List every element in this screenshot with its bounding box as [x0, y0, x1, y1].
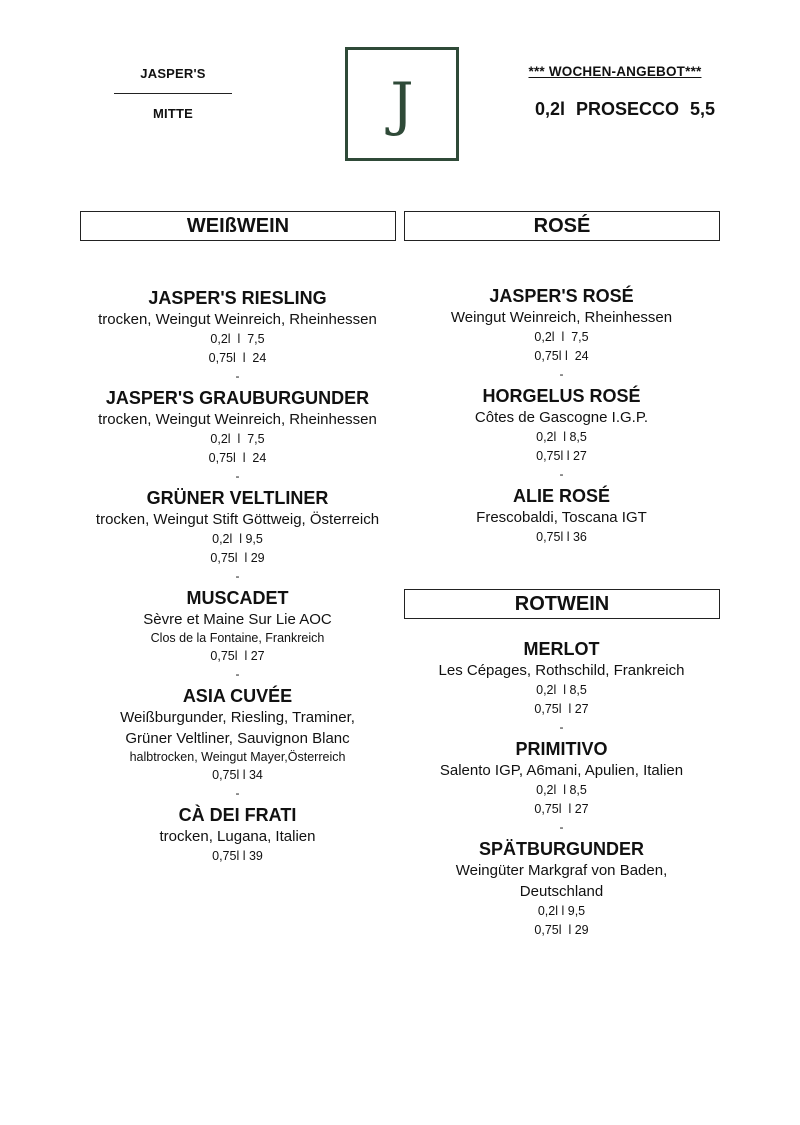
- wine-price: 0,2l l 7,5: [210, 432, 265, 446]
- separator: -: [559, 820, 564, 834]
- wine-item: [404, 285, 719, 366]
- wine-item: [80, 287, 395, 368]
- wine-price: 0,2l l 7,5: [210, 332, 265, 346]
- wine-description: trocken, Lugana, Italien: [159, 828, 316, 845]
- wine-price: 0,75l l 24: [208, 351, 267, 365]
- restaurant-name: JASPER'S: [140, 66, 206, 81]
- wine-name: HORGELUS ROSÉ: [482, 386, 641, 406]
- separator: -: [235, 369, 240, 383]
- wine-description: Weingut Weinreich, Rheinhessen: [450, 309, 673, 326]
- offer-title: *** WOCHEN-ANGEBOT***: [528, 64, 702, 79]
- rose-wine-list: [404, 285, 719, 547]
- red-wine-list: [404, 638, 719, 940]
- wine-item: [80, 685, 395, 785]
- wine-price: 0,75l l 24: [208, 451, 267, 465]
- wine-price: 0,2l l 7,5: [534, 330, 589, 344]
- wine-description: trocken, Weingut Weinreich, Rheinhessen: [98, 311, 377, 328]
- wine-origin: halbtrocken, Weingut Mayer,Österreich: [129, 750, 346, 764]
- offer-text: 0,2l PROSECCO 5,5: [534, 99, 716, 119]
- wine-price: 0,2l l 9,5: [537, 904, 586, 918]
- wine-item: [404, 738, 719, 819]
- separator: -: [235, 786, 240, 800]
- wine-price: 0,75l l 27: [210, 649, 265, 663]
- wine-price: 0,75l l 27: [534, 802, 589, 816]
- restaurant-location: MITTE: [153, 106, 193, 121]
- separator: -: [559, 720, 564, 734]
- wine-price: 0,75l l 36: [536, 530, 587, 544]
- wine-description: Weingüter Markgraf von Baden,: [455, 862, 668, 879]
- wine-item: [80, 487, 395, 568]
- separator: -: [235, 667, 240, 681]
- wine-price: 0,75l l 29: [534, 923, 589, 937]
- wine-name: MUSCADET: [186, 588, 289, 608]
- wine-item: [80, 804, 395, 866]
- separator: -: [235, 469, 240, 483]
- divider-line: [114, 93, 232, 94]
- wine-description: Sèvre et Maine Sur Lie AOC: [143, 611, 332, 628]
- wine-item: [80, 387, 395, 468]
- wine-name: MERLOT: [523, 639, 600, 659]
- section-header-white-wine: WEIßWEIN: [80, 211, 396, 241]
- wine-name: JASPER'S GRAUBURGUNDER: [105, 388, 370, 408]
- wine-price: 0,2l l 8,5: [536, 683, 587, 697]
- wine-description: trocken, Weingut Weinreich, Rheinhessen: [98, 411, 377, 428]
- weekly-offer: [490, 64, 740, 120]
- wine-price: 0,2l l 9,5: [212, 532, 263, 546]
- wine-price: 0,75l l 34: [212, 768, 263, 782]
- wine-description: Les Cépages, Rothschild, Frankreich: [438, 662, 685, 679]
- separator: -: [559, 367, 564, 381]
- wine-name: JASPER'S RIESLING: [148, 288, 327, 308]
- wine-description: Côtes de Gascogne I.G.P.: [474, 409, 649, 426]
- section-header-red-wine: ROTWEIN: [404, 589, 720, 619]
- wine-description: Salento IGP, A6mani, Apulien, Italien: [439, 762, 684, 779]
- restaurant-name-block: [110, 66, 236, 121]
- wine-name: GRÜNER VELTLINER: [146, 488, 329, 508]
- wine-price: 0,75l l 24: [534, 349, 589, 363]
- wine-price: 0,75l l 39: [212, 849, 263, 863]
- wine-description: trocken, Weingut Stift Göttweig, Österreich: [95, 511, 380, 528]
- wine-price: 0,2l l 8,5: [536, 783, 587, 797]
- logo-letter: J: [390, 70, 414, 138]
- wine-description: Frescobaldi, Toscana IGT: [476, 509, 647, 526]
- wine-item: [404, 638, 719, 719]
- wine-description: Grüner Veltliner, Sauvignon Blanc: [125, 730, 350, 747]
- wine-item: [404, 485, 719, 547]
- wine-name: SPÄTBURGUNDER: [478, 839, 644, 859]
- wine-price: 0,75l l 29: [210, 551, 265, 565]
- wine-price: 0,2l l 8,5: [536, 430, 587, 444]
- wine-description: Weißburgunder, Riesling, Traminer,: [120, 709, 355, 726]
- section-header-rose: ROSÉ: [404, 211, 720, 241]
- wine-name: ALIE ROSÉ: [512, 486, 610, 506]
- wine-name: JASPER'S ROSÉ: [489, 286, 634, 306]
- wine-item: [404, 838, 719, 940]
- white-wine-list: [80, 287, 395, 866]
- wine-price: 0,75l l 27: [536, 449, 587, 463]
- wine-name: CÀ DEI FRATI: [178, 805, 297, 825]
- logo: [345, 47, 459, 161]
- separator: -: [559, 467, 564, 481]
- separator: -: [235, 569, 240, 583]
- wine-price: 0,75l l 27: [534, 702, 589, 716]
- wine-name: PRIMITIVO: [515, 739, 608, 759]
- wine-item: [80, 587, 395, 666]
- wine-description: Deutschland: [519, 883, 604, 900]
- wine-item: [404, 385, 719, 466]
- wine-name: ASIA CUVÉE: [182, 686, 293, 706]
- wine-origin: Clos de la Fontaine, Frankreich: [150, 631, 325, 645]
